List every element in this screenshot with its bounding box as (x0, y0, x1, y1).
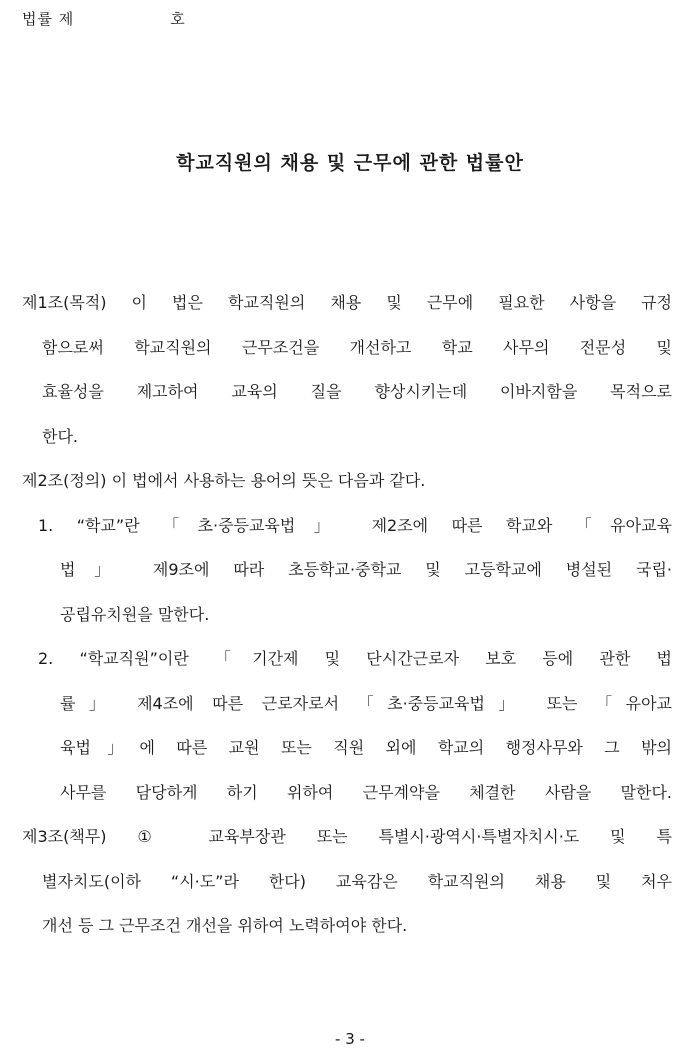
article-1-line-2: 함으로써 학교직원의 근무조건을 개선하고 학교 사무의 전문성 및 (42, 337, 672, 357)
article-3-line-3: 개선 등 그 근무조건 개선을 위하여 노력하여야 한다. (42, 916, 408, 935)
article-3-line-2: 별자치도(이하 “시·도”라 한다) 교육감은 학교직원의 채용 및 처우 (42, 871, 672, 891)
article-1 (22, 291, 672, 469)
law-number-suffix: 호 (170, 10, 186, 28)
article-1-line-4: 한다. (42, 426, 78, 446)
article-3 (22, 825, 672, 959)
article-2-item-1-line-2: 법」 제9조에 따라 초등학교·중학교 및 고등학교에 병설된 국립· (60, 560, 672, 579)
bill-title: 학교직원의 채용 및 근무에 관한 법률안 (176, 152, 524, 174)
article-2 (22, 469, 672, 825)
article-2-item-2 (22, 647, 672, 825)
article-2-item-2-line-3: 육법」에 따른 교원 또는 직원 외에 학교의 행정사무와 그 밖의 (60, 738, 672, 757)
article-2-item-1-line-1: 1. “학교”란 「초·중등교육법」 제2조에 따른 학교와 「유아교육 (38, 515, 672, 535)
article-2-line-1: 제2조(정의) 이 법에서 사용하는 용어의 뜻은 다음과 같다. (22, 471, 426, 490)
article-3-line-1: 제3조(책무) ① 교육부장관 또는 특별시·광역시·특별자치시·도 및 특 (22, 827, 672, 846)
bill-body (22, 291, 672, 959)
law-number-header (22, 8, 186, 29)
article-2-item-1 (22, 514, 672, 648)
article-2-item-2-line-4: 사무를 담당하게 하기 위하여 근무계약을 체결한 사람을 말한다. (60, 782, 672, 802)
article-2-item-1-line-3: 공립유치원을 말한다. (60, 604, 210, 624)
law-number-label: 법률 제 (22, 10, 75, 28)
page-number: - 3 - (335, 1030, 365, 1048)
article-2-item-2-line-1: 2. “학교직원”이란 「기간제 및 단시간근로자 보호 등에 관한 법 (38, 649, 672, 668)
article-2-item-2-line-2: 률」 제4조에 따른 근로자로서 「초·중등교육법」 또는 「유아교 (60, 693, 672, 713)
article-1-line-3: 효율성을 제고하여 교육의 질을 향상시키는데 이바지함을 목적으로 (42, 382, 672, 401)
article-1-line-1: 제1조(목적) 이 법은 학교직원의 채용 및 근무에 필요한 사항을 규정 (22, 293, 672, 312)
